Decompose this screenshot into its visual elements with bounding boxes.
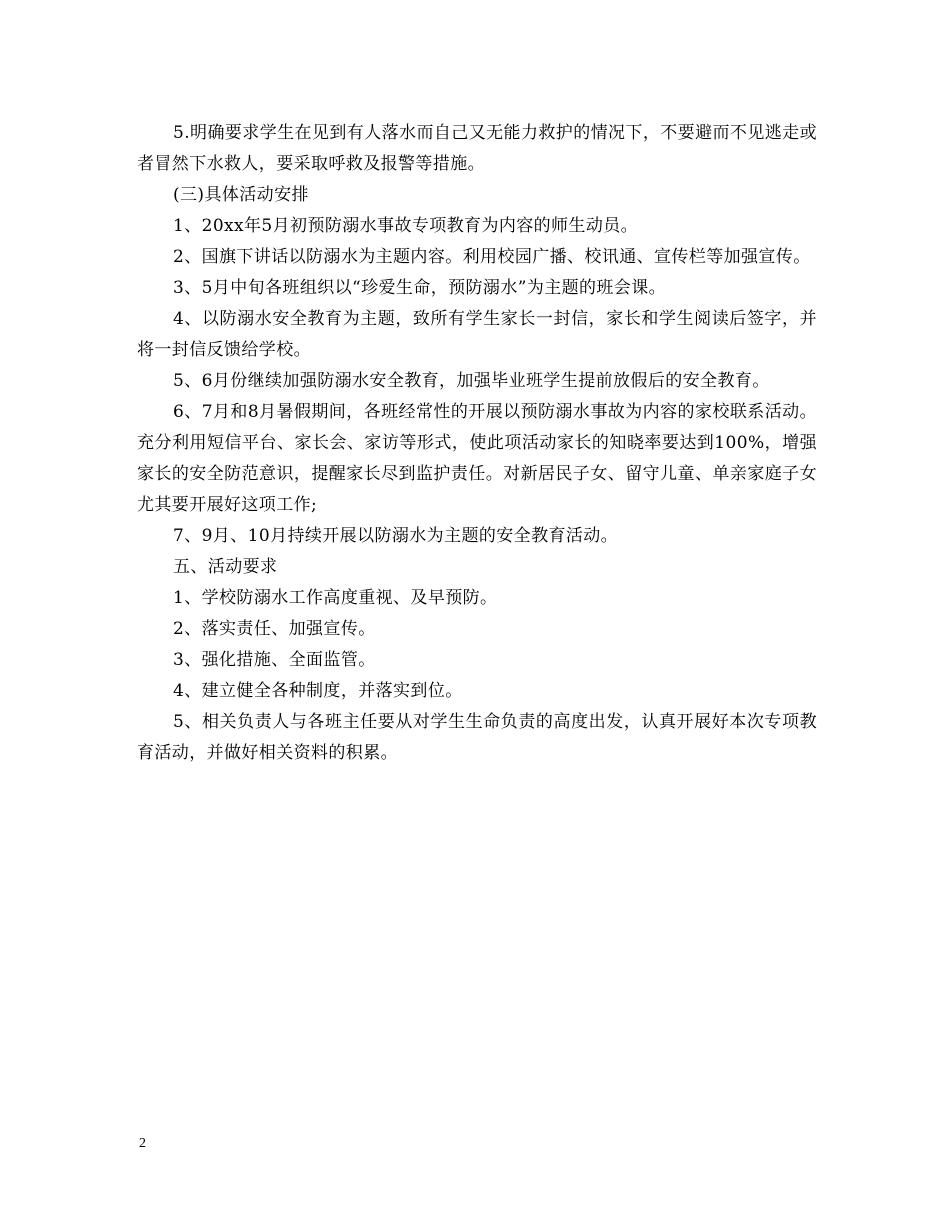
paragraph-drowning-rescue-rule: 5.明确要求学生在见到有人落水而自己又无能力救护的情况下，不要避而不见逃走或者冒然下水救人，要采取呼救及报警等措施。 (137, 123, 817, 174)
paragraph-schedule-item-4: 4、以防溺水安全教育为主题，致所有学生家长一封信，家长和学生阅读后签字，并将一封信反馈给学校。 (137, 309, 817, 360)
paragraph-schedule-item-3: 3、5月中旬各班组织以“珍爱生命，预防溺水”为主题的班会课。 (173, 278, 667, 298)
page-number: 2 (139, 1136, 146, 1151)
paragraph-requirement-1: 1、学校防溺水工作高度重视、及早预防。 (173, 588, 498, 608)
paragraph-requirement-4: 4、建立健全各种制度，并落实到位。 (173, 681, 463, 701)
paragraph-schedule-item-1: 1、20xx年5月初预防溺水事故专项教育为内容的师生动员。 (173, 216, 639, 236)
section-heading-activity-schedule: (三)具体活动安排 (173, 185, 309, 205)
paragraph-schedule-item-5: 5、6月份继续加强防溺水安全教育，加强毕业班学生提前放假后的安全教育。 (173, 371, 770, 391)
paragraph-requirement-3: 3、强化措施、全面监管。 (173, 650, 376, 670)
paragraph-schedule-item-2: 2、国旗下讲话以防溺水为主题内容。利用校园广播、校讯通、宣传栏等加强宣传。 (173, 247, 811, 267)
section-heading-activity-requirements: 五、活动要求 (173, 557, 278, 577)
paragraph-requirement-2: 2、落实责任、加强宣传。 (173, 619, 376, 639)
paragraph-schedule-item-7: 7、9月、10月持续开展以防溺水为主题的安全教育活动。 (173, 526, 619, 546)
paragraph-schedule-item-6: 6、7月和8月暑假期间，各班经常性的开展以预防溺水事故为内容的家校联系活动。充分利用短信平台、家长会、家访等形式，使此项活动家长的知晓率要达到100%，增强家长的安全防范意识，提醒家长尽到监护责任。对新居民子女、留守儿童、单亲家庭子女尤其要开展好这项工作; (137, 402, 817, 515)
paragraph-requirement-5: 5、相关负责人与各班主任要从对学生生命负责的高度出发，认真开展好本次专项教育活动，并做好相关资料的积累。 (137, 712, 817, 763)
document-body (137, 118, 817, 769)
